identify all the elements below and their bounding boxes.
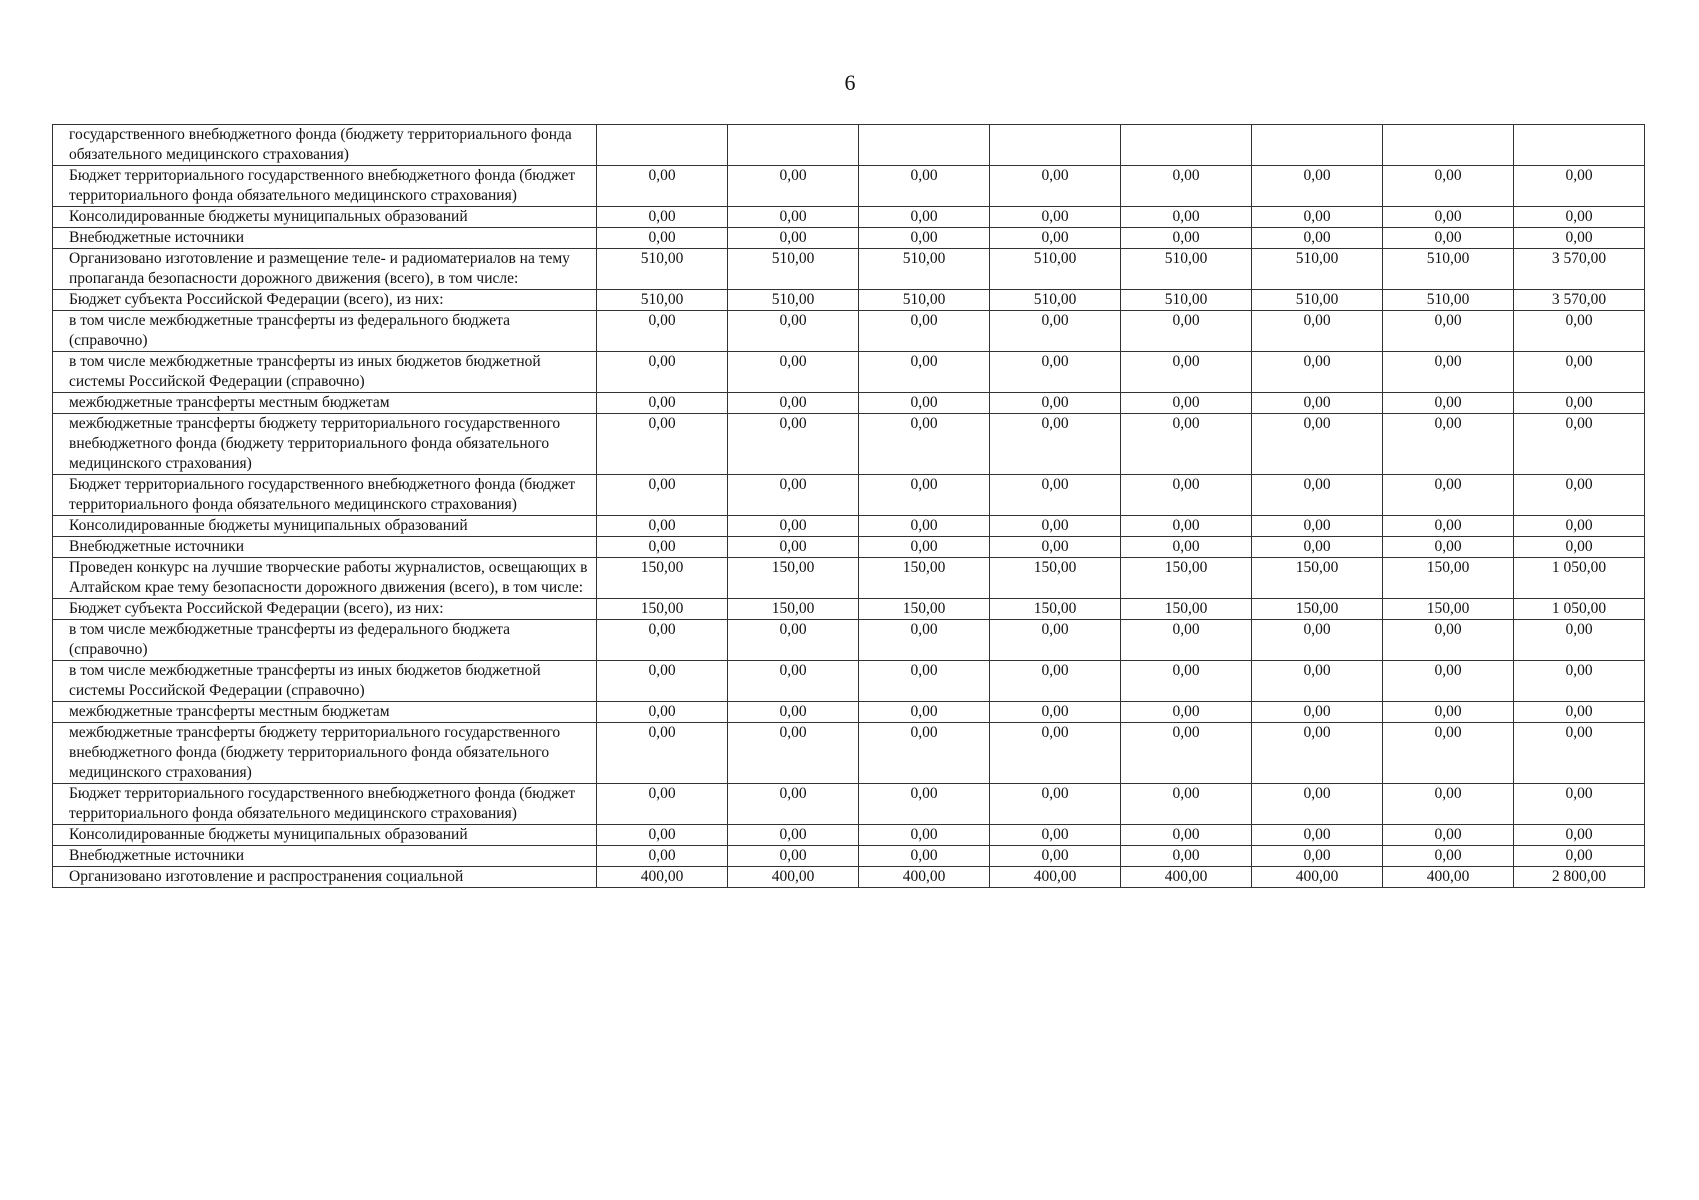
value-cell: 0,00 (597, 846, 728, 867)
value-cell: 510,00 (1383, 249, 1514, 290)
value-cell (728, 125, 859, 166)
value-cell: 0,00 (1514, 228, 1645, 249)
value-cell: 3 570,00 (1514, 290, 1645, 311)
value-cell: 400,00 (1252, 867, 1383, 888)
value-cell: 0,00 (1514, 537, 1645, 558)
value-cell: 0,00 (728, 620, 859, 661)
value-cell: 0,00 (859, 825, 990, 846)
value-cell: 0,00 (1121, 537, 1252, 558)
value-cell: 0,00 (597, 723, 728, 784)
value-cell: 0,00 (597, 228, 728, 249)
value-cell: 0,00 (1383, 825, 1514, 846)
value-cell: 0,00 (1252, 537, 1383, 558)
value-cell: 150,00 (1252, 599, 1383, 620)
table-row (53, 125, 1645, 166)
table-row (53, 207, 1645, 228)
value-cell (597, 125, 728, 166)
value-cell (990, 125, 1121, 166)
value-cell: 0,00 (728, 166, 859, 207)
value-cell (1252, 125, 1383, 166)
value-cell: 0,00 (597, 475, 728, 516)
value-cell: 510,00 (990, 290, 1121, 311)
value-cell: 150,00 (1252, 558, 1383, 599)
value-cell: 0,00 (1514, 475, 1645, 516)
value-cell: 0,00 (1514, 393, 1645, 414)
value-cell: 3 570,00 (1514, 249, 1645, 290)
table-row (53, 393, 1645, 414)
value-cell: 0,00 (1252, 784, 1383, 825)
value-cell: 0,00 (728, 352, 859, 393)
value-cell: 0,00 (728, 207, 859, 228)
value-cell: 0,00 (1121, 311, 1252, 352)
value-cell: 0,00 (859, 207, 990, 228)
value-cell: 0,00 (597, 537, 728, 558)
value-cell: 0,00 (1252, 475, 1383, 516)
value-cell: 0,00 (1121, 723, 1252, 784)
value-cell: 0,00 (1252, 228, 1383, 249)
value-cell: 0,00 (1252, 846, 1383, 867)
value-cell: 0,00 (1252, 393, 1383, 414)
row-label: Бюджет территориального государственного внебюджетного фонда (бюджет территориального фонда обязательного медицинского страхования) (53, 784, 597, 825)
table-row (53, 311, 1645, 352)
value-cell: 510,00 (990, 249, 1121, 290)
value-cell: 150,00 (859, 558, 990, 599)
value-cell: 510,00 (1121, 290, 1252, 311)
value-cell: 0,00 (1252, 825, 1383, 846)
value-cell: 0,00 (1121, 516, 1252, 537)
value-cell: 0,00 (1121, 825, 1252, 846)
table-row (53, 290, 1645, 311)
value-cell: 0,00 (990, 723, 1121, 784)
row-label: в том числе межбюджетные трансферты из иных бюджетов бюджетной системы Российской Федерации (справочно) (53, 661, 597, 702)
value-cell: 0,00 (990, 537, 1121, 558)
table-row (53, 825, 1645, 846)
value-cell: 0,00 (1252, 620, 1383, 661)
table-row (53, 784, 1645, 825)
value-cell: 0,00 (1252, 207, 1383, 228)
row-label: Внебюджетные источники (53, 228, 597, 249)
table-row (53, 166, 1645, 207)
value-cell: 0,00 (1121, 475, 1252, 516)
value-cell: 0,00 (728, 784, 859, 825)
value-cell: 0,00 (1121, 702, 1252, 723)
value-cell: 0,00 (990, 228, 1121, 249)
value-cell: 0,00 (1252, 311, 1383, 352)
value-cell: 400,00 (728, 867, 859, 888)
row-label: Бюджет территориального государственного внебюджетного фонда (бюджет территориального фонда обязательного медицинского страхования) (53, 166, 597, 207)
value-cell: 0,00 (1383, 537, 1514, 558)
table-row (53, 867, 1645, 888)
value-cell: 0,00 (728, 516, 859, 537)
value-cell: 0,00 (990, 207, 1121, 228)
value-cell: 0,00 (597, 620, 728, 661)
value-cell: 0,00 (990, 352, 1121, 393)
table-row (53, 558, 1645, 599)
value-cell: 0,00 (1121, 228, 1252, 249)
value-cell: 150,00 (728, 599, 859, 620)
value-cell: 0,00 (1383, 166, 1514, 207)
value-cell: 0,00 (990, 311, 1121, 352)
row-label: межбюджетные трансферты бюджету территориального государственного внебюджетного фонда (бюджету территориального фонда обязательного медицинского страхования) (53, 723, 597, 784)
value-cell: 0,00 (990, 825, 1121, 846)
table-row (53, 599, 1645, 620)
value-cell: 0,00 (1514, 166, 1645, 207)
value-cell: 0,00 (1121, 166, 1252, 207)
value-cell: 1 050,00 (1514, 599, 1645, 620)
row-label: Консолидированные бюджеты муниципальных образований (53, 207, 597, 228)
value-cell: 510,00 (859, 290, 990, 311)
value-cell: 0,00 (1514, 414, 1645, 475)
row-label: Консолидированные бюджеты муниципальных образований (53, 825, 597, 846)
value-cell: 0,00 (859, 311, 990, 352)
value-cell: 0,00 (597, 702, 728, 723)
value-cell: 0,00 (1514, 311, 1645, 352)
value-cell: 0,00 (728, 228, 859, 249)
value-cell: 0,00 (1121, 620, 1252, 661)
value-cell: 0,00 (859, 723, 990, 784)
table-row (53, 249, 1645, 290)
row-label: Организовано изготовление и распространения социальной (53, 867, 597, 888)
value-cell: 0,00 (1383, 352, 1514, 393)
page-number: 6 (844, 70, 856, 95)
value-cell: 0,00 (1252, 352, 1383, 393)
value-cell: 0,00 (597, 414, 728, 475)
row-label: Бюджет территориального государственного внебюджетного фонда (бюджет территориального фонда обязательного медицинского страхования) (53, 475, 597, 516)
table-row (53, 414, 1645, 475)
value-cell: 0,00 (597, 516, 728, 537)
value-cell: 150,00 (1121, 599, 1252, 620)
value-cell: 400,00 (859, 867, 990, 888)
row-label: межбюджетные трансферты местным бюджетам (53, 702, 597, 723)
row-label: в том числе межбюджетные трансферты из иных бюджетов бюджетной системы Российской Федерации (справочно) (53, 352, 597, 393)
value-cell: 0,00 (1383, 846, 1514, 867)
value-cell: 0,00 (859, 393, 990, 414)
value-cell: 400,00 (990, 867, 1121, 888)
value-cell: 0,00 (1383, 311, 1514, 352)
value-cell: 0,00 (859, 228, 990, 249)
value-cell: 0,00 (1383, 784, 1514, 825)
table-row (53, 723, 1645, 784)
value-cell: 1 050,00 (1514, 558, 1645, 599)
value-cell: 0,00 (859, 414, 990, 475)
row-label: Бюджет субъекта Российской Федерации (всего), из них: (53, 599, 597, 620)
value-cell: 0,00 (859, 537, 990, 558)
value-cell: 510,00 (1252, 290, 1383, 311)
value-cell: 150,00 (1121, 558, 1252, 599)
value-cell: 0,00 (728, 702, 859, 723)
value-cell: 0,00 (728, 846, 859, 867)
value-cell: 510,00 (1252, 249, 1383, 290)
value-cell: 400,00 (1121, 867, 1252, 888)
value-cell: 510,00 (597, 249, 728, 290)
value-cell: 0,00 (990, 620, 1121, 661)
value-cell: 0,00 (1121, 393, 1252, 414)
value-cell: 0,00 (990, 166, 1121, 207)
value-cell: 0,00 (1383, 702, 1514, 723)
value-cell: 510,00 (728, 290, 859, 311)
value-cell: 0,00 (990, 393, 1121, 414)
value-cell: 0,00 (728, 414, 859, 475)
value-cell: 0,00 (1252, 661, 1383, 702)
value-cell: 0,00 (1514, 825, 1645, 846)
value-cell: 0,00 (1383, 414, 1514, 475)
value-cell: 0,00 (990, 475, 1121, 516)
value-cell: 400,00 (1383, 867, 1514, 888)
value-cell: 0,00 (1514, 207, 1645, 228)
value-cell: 0,00 (1514, 620, 1645, 661)
row-label: государственного внебюджетного фонда (бюджету территориального фонда обязательного медицинского страхования) (53, 125, 597, 166)
value-cell: 0,00 (990, 661, 1121, 702)
value-cell: 0,00 (728, 537, 859, 558)
value-cell: 0,00 (1383, 475, 1514, 516)
value-cell: 400,00 (597, 867, 728, 888)
row-label: Внебюджетные источники (53, 846, 597, 867)
value-cell: 0,00 (1514, 702, 1645, 723)
value-cell: 0,00 (597, 661, 728, 702)
value-cell: 0,00 (1383, 228, 1514, 249)
value-cell: 510,00 (728, 249, 859, 290)
value-cell: 150,00 (1383, 599, 1514, 620)
table-row (53, 352, 1645, 393)
value-cell: 0,00 (859, 475, 990, 516)
value-cell: 0,00 (1514, 846, 1645, 867)
value-cell: 0,00 (990, 702, 1121, 723)
table-row (53, 228, 1645, 249)
value-cell: 510,00 (597, 290, 728, 311)
value-cell: 150,00 (728, 558, 859, 599)
value-cell: 0,00 (990, 414, 1121, 475)
row-label: Бюджет субъекта Российской Федерации (всего), из них: (53, 290, 597, 311)
value-cell: 150,00 (597, 558, 728, 599)
value-cell: 0,00 (1121, 207, 1252, 228)
value-cell: 510,00 (1121, 249, 1252, 290)
value-cell: 0,00 (1514, 723, 1645, 784)
value-cell: 0,00 (859, 166, 990, 207)
value-cell: 0,00 (1121, 846, 1252, 867)
value-cell: 0,00 (1383, 620, 1514, 661)
value-cell: 0,00 (728, 393, 859, 414)
value-cell: 150,00 (990, 558, 1121, 599)
value-cell: 0,00 (859, 620, 990, 661)
value-cell (859, 125, 990, 166)
value-cell: 2 800,00 (1514, 867, 1645, 888)
value-cell: 0,00 (859, 516, 990, 537)
value-cell: 0,00 (728, 475, 859, 516)
table-row (53, 702, 1645, 723)
value-cell: 0,00 (859, 784, 990, 825)
value-cell: 0,00 (1121, 352, 1252, 393)
row-label: Внебюджетные источники (53, 537, 597, 558)
table-row (53, 620, 1645, 661)
value-cell: 150,00 (1383, 558, 1514, 599)
value-cell: 0,00 (597, 393, 728, 414)
value-cell: 0,00 (1252, 414, 1383, 475)
value-cell: 0,00 (990, 516, 1121, 537)
value-cell: 0,00 (1121, 661, 1252, 702)
row-label: в том числе межбюджетные трансферты из федерального бюджета (справочно) (53, 311, 597, 352)
value-cell: 0,00 (1514, 661, 1645, 702)
table-row (53, 475, 1645, 516)
value-cell: 0,00 (1514, 784, 1645, 825)
value-cell: 0,00 (1383, 516, 1514, 537)
value-cell: 0,00 (728, 661, 859, 702)
value-cell: 0,00 (859, 661, 990, 702)
value-cell: 0,00 (859, 846, 990, 867)
value-cell: 0,00 (1252, 723, 1383, 784)
value-cell: 0,00 (1514, 352, 1645, 393)
value-cell: 0,00 (597, 311, 728, 352)
row-label: межбюджетные трансферты местным бюджетам (53, 393, 597, 414)
value-cell: 510,00 (859, 249, 990, 290)
value-cell: 0,00 (990, 784, 1121, 825)
value-cell: 0,00 (1252, 702, 1383, 723)
value-cell: 0,00 (1514, 516, 1645, 537)
value-cell: 0,00 (597, 825, 728, 846)
value-cell: 0,00 (728, 311, 859, 352)
value-cell: 0,00 (728, 723, 859, 784)
row-label: Проведен конкурс на лучшие творческие работы журналистов, освещающих в Алтайском крае тему безопасности дорожного движения (всего), в том числе: (53, 558, 597, 599)
value-cell: 0,00 (597, 166, 728, 207)
value-cell: 0,00 (1252, 516, 1383, 537)
value-cell: 0,00 (597, 207, 728, 228)
table-row (53, 537, 1645, 558)
value-cell: 0,00 (1252, 166, 1383, 207)
value-cell: 0,00 (1121, 784, 1252, 825)
row-label: Организовано изготовление и размещение теле- и радиоматериалов на тему пропаганда безопасности дорожного движения (всего), в том числе: (53, 249, 597, 290)
value-cell: 0,00 (728, 825, 859, 846)
value-cell: 0,00 (597, 784, 728, 825)
value-cell: 0,00 (1121, 414, 1252, 475)
value-cell: 0,00 (990, 846, 1121, 867)
value-cell: 0,00 (597, 352, 728, 393)
row-label: в том числе межбюджетные трансферты из федерального бюджета (справочно) (53, 620, 597, 661)
value-cell: 150,00 (597, 599, 728, 620)
value-cell: 0,00 (1383, 207, 1514, 228)
value-cell (1121, 125, 1252, 166)
value-cell: 0,00 (1383, 393, 1514, 414)
row-label: Консолидированные бюджеты муниципальных образований (53, 516, 597, 537)
budget-table-body (53, 125, 1645, 888)
value-cell (1383, 125, 1514, 166)
value-cell: 0,00 (1383, 661, 1514, 702)
value-cell: 0,00 (859, 702, 990, 723)
value-cell: 0,00 (1383, 723, 1514, 784)
value-cell: 150,00 (859, 599, 990, 620)
value-cell: 510,00 (1383, 290, 1514, 311)
table-row (53, 661, 1645, 702)
value-cell: 150,00 (990, 599, 1121, 620)
value-cell (1514, 125, 1645, 166)
value-cell: 0,00 (859, 352, 990, 393)
row-label: межбюджетные трансферты бюджету территориального государственного внебюджетного фонда (бюджету территориального фонда обязательного медицинского страхования) (53, 414, 597, 475)
budget-table (52, 124, 1645, 888)
table-row (53, 846, 1645, 867)
table-row (53, 516, 1645, 537)
